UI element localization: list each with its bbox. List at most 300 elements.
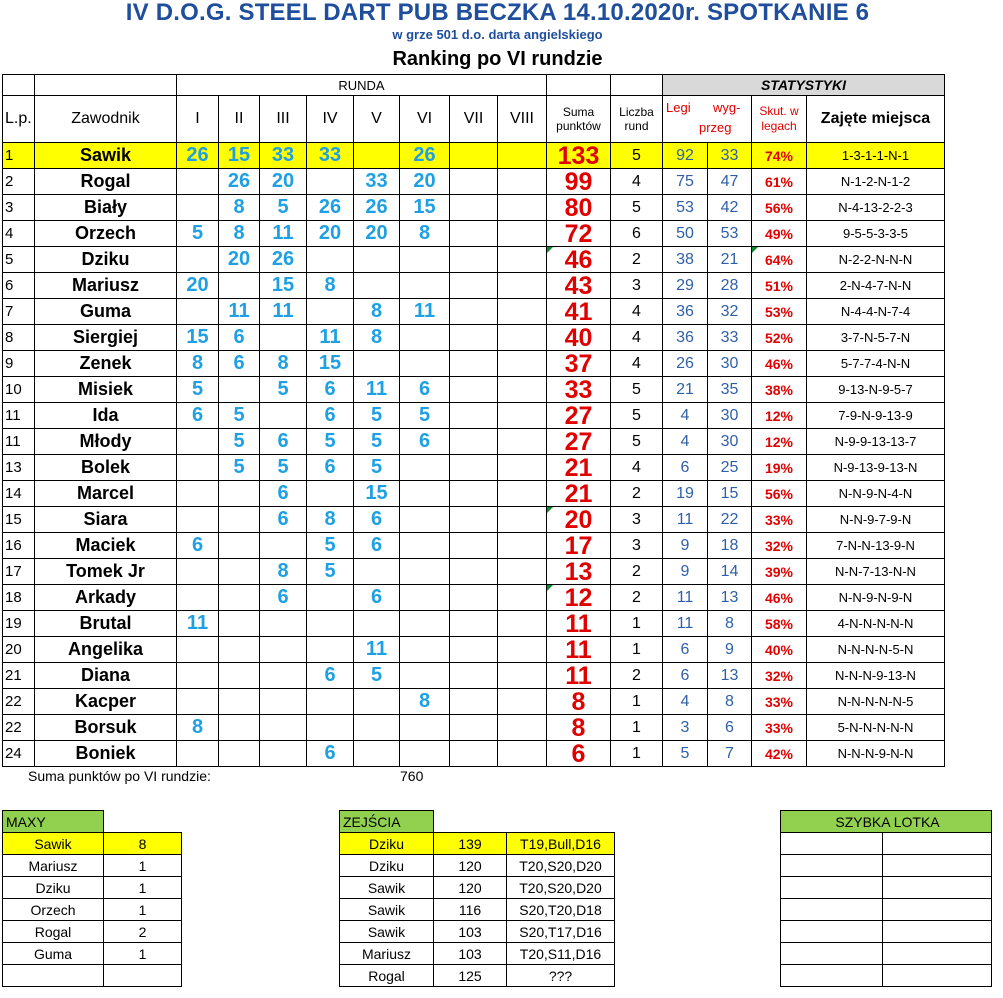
header-legi: [663, 96, 752, 143]
cell-places: N-2-2-N-N-N: [807, 247, 945, 273]
cell-places: 5-N-N-N-N-N: [807, 715, 945, 741]
szybka-lotka-row: [781, 855, 992, 877]
cell-round-count: 4: [611, 169, 663, 195]
cell-legs-lost: 25: [708, 455, 752, 481]
cell-round-8: [498, 325, 547, 351]
maxy-count: [104, 965, 182, 987]
cell-round-count: 4: [611, 325, 663, 351]
maxy-player: Rogal: [3, 921, 104, 943]
cell-player-name: Mariusz: [35, 273, 177, 299]
cell-round-1: [177, 585, 219, 611]
maxy-row: [3, 833, 182, 855]
cell-legs-won: 26: [663, 351, 708, 377]
cell-round-6: 5: [400, 403, 450, 429]
cell-round-3: 20: [260, 169, 307, 195]
cell-round-2: [219, 611, 260, 637]
cell-round-1: [177, 455, 219, 481]
cell-round-6: [400, 325, 450, 351]
cell-round-5: 5: [354, 663, 400, 689]
cell-player-name: Borsuk: [35, 715, 177, 741]
cell-sum: 12: [547, 585, 611, 611]
cell-sum: 11: [547, 663, 611, 689]
cell-round-3: [260, 715, 307, 741]
cell-lp: 16: [3, 533, 35, 559]
cell-round-4: 6: [307, 377, 354, 403]
cell-round-8: [498, 273, 547, 299]
cell-leg-efficiency: 33%: [752, 715, 807, 741]
cell-player-name: Angelika: [35, 637, 177, 663]
cell-round-1: 6: [177, 533, 219, 559]
cell-round-6: [400, 273, 450, 299]
header-skut-line2: legach: [761, 119, 797, 133]
cell-round-8: [498, 403, 547, 429]
cell-round-5: 8: [354, 299, 400, 325]
szybka-lotka-cell: [781, 921, 883, 943]
cell-leg-efficiency: 61%: [752, 169, 807, 195]
cell-round-7: [450, 351, 498, 377]
cell-round-4: [307, 611, 354, 637]
cell-places: 1-3-1-1-N-1: [807, 143, 945, 169]
cell-sum: 8: [547, 715, 611, 741]
header-suma-line1: Suma: [562, 105, 595, 119]
cell-round-2: [219, 689, 260, 715]
zejscia-player: Dziku: [340, 833, 434, 855]
cell-round-2: 6: [219, 325, 260, 351]
cell-round-count: 2: [611, 559, 663, 585]
cell-round-3: 5: [260, 377, 307, 403]
cell-legs-lost: 6: [708, 715, 752, 741]
maxy-count: 1: [104, 943, 182, 965]
cell-round-2: [219, 637, 260, 663]
cell-sum: 13: [547, 559, 611, 585]
cell-places: N-N-9-N-4-N: [807, 481, 945, 507]
cell-sum: 33: [547, 377, 611, 403]
header-round-3: III: [260, 96, 307, 143]
cell-round-1: 26: [177, 143, 219, 169]
maxy-header-row: [3, 811, 182, 833]
cell-player-name: Marcel: [35, 481, 177, 507]
header-lp: L.p.: [3, 96, 35, 143]
cell-leg-efficiency: 42%: [752, 741, 807, 767]
cell-player-name: Orzech: [35, 221, 177, 247]
cell-legs-won: 9: [663, 533, 708, 559]
cell-round-7: [450, 689, 498, 715]
cell-round-6: [400, 637, 450, 663]
cell-legs-won: 4: [663, 689, 708, 715]
cell-player-name: Boniek: [35, 741, 177, 767]
cell-round-4: 26: [307, 195, 354, 221]
cell-lp: 5: [3, 247, 35, 273]
header-round-2: II: [219, 96, 260, 143]
cell-round-1: 5: [177, 377, 219, 403]
zejscia-darts: ???: [507, 965, 615, 987]
cell-round-1: [177, 507, 219, 533]
zejscia-player: Rogal: [340, 965, 434, 987]
cell-legs-lost: 33: [708, 325, 752, 351]
cell-legs-won: 50: [663, 221, 708, 247]
cell-round-6: [400, 533, 450, 559]
cell-sum: 17: [547, 533, 611, 559]
cell-places: 4-N-N-N-N-N: [807, 611, 945, 637]
zejscia-row: [340, 943, 615, 965]
cell-sum: 46: [547, 247, 611, 273]
cell-round-6: 26: [400, 143, 450, 169]
cell-sum: 37: [547, 351, 611, 377]
maxy-header-empty: [104, 811, 182, 833]
cell-legs-lost: 47: [708, 169, 752, 195]
maxy-count: 1: [104, 877, 182, 899]
header-wyg-line2: przeg: [699, 120, 732, 135]
cell-sum: 11: [547, 637, 611, 663]
cell-round-1: 15: [177, 325, 219, 351]
cell-round-6: 20: [400, 169, 450, 195]
cell-legs-lost: 14: [708, 559, 752, 585]
szybka-lotka-row: [781, 899, 992, 921]
cell-round-7: [450, 533, 498, 559]
cell-round-4: 11: [307, 325, 354, 351]
table-row: [3, 351, 945, 377]
cell-leg-efficiency: 51%: [752, 273, 807, 299]
cell-round-1: [177, 559, 219, 585]
cell-leg-efficiency: 49%: [752, 221, 807, 247]
cell-round-6: [400, 663, 450, 689]
cell-round-1: [177, 741, 219, 767]
zejscia-score: 120: [434, 855, 507, 877]
table-row: [3, 273, 945, 299]
cell-legs-won: 9: [663, 559, 708, 585]
cell-round-8: [498, 429, 547, 455]
szybka-lotka-cell: [781, 833, 883, 855]
cell-legs-lost: 13: [708, 585, 752, 611]
cell-round-4: [307, 481, 354, 507]
cell-round-3: [260, 689, 307, 715]
cell-lp: 10: [3, 377, 35, 403]
header-round-7: VII: [450, 96, 498, 143]
zejscia-row: [340, 855, 615, 877]
cell-leg-efficiency: 74%: [752, 143, 807, 169]
cell-player-name: Guma: [35, 299, 177, 325]
cell-round-1: [177, 299, 219, 325]
cell-round-6: 6: [400, 377, 450, 403]
table-row: [3, 377, 945, 403]
cell-round-5: [354, 559, 400, 585]
cell-places: N-N-N-9-N-N: [807, 741, 945, 767]
cell-round-1: [177, 195, 219, 221]
cell-player-name: Biały: [35, 195, 177, 221]
cell-round-1: [177, 481, 219, 507]
szybka-lotka-row: [781, 833, 992, 855]
cell-player-name: Siara: [35, 507, 177, 533]
header-liczba-line1: Liczba: [619, 105, 654, 119]
cell-sum: 21: [547, 481, 611, 507]
cell-round-2: [219, 715, 260, 741]
cell-legs-lost: 15: [708, 481, 752, 507]
cell-legs-lost: 42: [708, 195, 752, 221]
zejscia-title: ZEJŚCIA: [340, 811, 434, 833]
table-row: [3, 637, 945, 663]
cell-legs-lost: 7: [708, 741, 752, 767]
cell-legs-won: 3: [663, 715, 708, 741]
header-round-4: IV: [307, 96, 354, 143]
total-value: 760: [400, 768, 424, 784]
cell-round-7: [450, 377, 498, 403]
maxy-player: Orzech: [3, 899, 104, 921]
table-row: [3, 221, 945, 247]
ranking-table: [2, 74, 945, 767]
zejscia-score: 116: [434, 899, 507, 921]
cell-round-4: [307, 585, 354, 611]
zejscia-darts: T20,S11,D16: [507, 943, 615, 965]
cell-round-6: 8: [400, 689, 450, 715]
cell-round-8: [498, 169, 547, 195]
cell-lp: 3: [3, 195, 35, 221]
cell-lp: 22: [3, 715, 35, 741]
cell-sum: 21: [547, 455, 611, 481]
cell-round-3: 5: [260, 195, 307, 221]
cell-lp: 15: [3, 507, 35, 533]
cell-places: 9-5-5-3-3-5: [807, 221, 945, 247]
cell-legs-lost: 32: [708, 299, 752, 325]
cell-round-1: [177, 637, 219, 663]
table-row: [3, 299, 945, 325]
cell-round-8: [498, 533, 547, 559]
cell-round-6: [400, 247, 450, 273]
cell-round-4: [307, 637, 354, 663]
cell-round-2: [219, 377, 260, 403]
table-row: [3, 689, 945, 715]
cell-round-count: 2: [611, 663, 663, 689]
szybka-lotka-row: [781, 943, 992, 965]
cell-player-name: Maciek: [35, 533, 177, 559]
cell-lp: 4: [3, 221, 35, 247]
cell-legs-lost: 33: [708, 143, 752, 169]
maxy-player: Dziku: [3, 877, 104, 899]
cell-round-1: 20: [177, 273, 219, 299]
cell-round-count: 2: [611, 247, 663, 273]
cell-round-7: [450, 585, 498, 611]
zejscia-score: 103: [434, 921, 507, 943]
cell-round-8: [498, 689, 547, 715]
cell-sum: 99: [547, 169, 611, 195]
cell-round-3: [260, 403, 307, 429]
cell-round-6: 11: [400, 299, 450, 325]
cell-round-2: 26: [219, 169, 260, 195]
cell-round-6: [400, 481, 450, 507]
cell-round-count: 3: [611, 533, 663, 559]
zejscia-row: [340, 921, 615, 943]
cell-player-name: Siergiej: [35, 325, 177, 351]
cell-round-5: 11: [354, 377, 400, 403]
cell-round-1: 8: [177, 351, 219, 377]
cell-round-4: 6: [307, 455, 354, 481]
cell-round-5: [354, 689, 400, 715]
table-row: [3, 715, 945, 741]
cell-legs-won: 6: [663, 637, 708, 663]
cell-round-4: 5: [307, 429, 354, 455]
cell-round-3: 33: [260, 143, 307, 169]
cell-round-7: [450, 455, 498, 481]
cell-round-5: 15: [354, 481, 400, 507]
table-row: [3, 507, 945, 533]
cell-round-4: 8: [307, 273, 354, 299]
zejscia-darts: S20,T20,D18: [507, 899, 615, 921]
cell-round-4: [307, 169, 354, 195]
cell-sum: 41: [547, 299, 611, 325]
cell-lp: 19: [3, 611, 35, 637]
header-row-columns: [3, 96, 945, 143]
cell-round-5: [354, 611, 400, 637]
cell-round-8: [498, 637, 547, 663]
cell-round-8: [498, 611, 547, 637]
cell-round-2: 8: [219, 195, 260, 221]
cell-leg-efficiency: 12%: [752, 403, 807, 429]
cell-player-name: Sawik: [35, 143, 177, 169]
zejscia-player: Mariusz: [340, 943, 434, 965]
cell-player-name: Kacper: [35, 689, 177, 715]
cell-places: N-N-9-N-9-N: [807, 585, 945, 611]
cell-round-1: [177, 169, 219, 195]
cell-round-5: 8: [354, 325, 400, 351]
cell-legs-won: 36: [663, 299, 708, 325]
maxy-row: [3, 877, 182, 899]
table-row: [3, 403, 945, 429]
page-title: IV D.O.G. STEEL DART PUB BECZKA 14.10.2020r. SPOTKANIE 6: [125, 0, 870, 26]
cell-round-4: [307, 299, 354, 325]
cell-legs-lost: 18: [708, 533, 752, 559]
cell-round-count: 5: [611, 377, 663, 403]
cell-round-1: [177, 429, 219, 455]
maxy-count: 1: [104, 899, 182, 921]
cell-places: N-9-9-13-13-7: [807, 429, 945, 455]
cell-round-7: [450, 169, 498, 195]
cell-round-3: [260, 611, 307, 637]
cell-round-5: 26: [354, 195, 400, 221]
table-row: [3, 481, 945, 507]
cell-round-count: 1: [611, 637, 663, 663]
cell-places: N-9-13-9-13-N: [807, 455, 945, 481]
cell-player-name: Diana: [35, 663, 177, 689]
maxy-count: 1: [104, 855, 182, 877]
cell-legs-lost: 30: [708, 351, 752, 377]
cell-round-count: 1: [611, 611, 663, 637]
header-miejsca: Zajęte miejsca: [807, 96, 945, 143]
header-empty-liczba: [611, 75, 663, 96]
header-round-5: V: [354, 96, 400, 143]
szybka-lotka-cell: [883, 943, 992, 965]
szybka-lotka-cell: [781, 877, 883, 899]
cell-player-name: Młody: [35, 429, 177, 455]
cell-round-count: 4: [611, 351, 663, 377]
cell-places: N-N-9-7-9-N: [807, 507, 945, 533]
cell-round-7: [450, 741, 498, 767]
cell-round-5: 6: [354, 585, 400, 611]
cell-legs-lost: 9: [708, 637, 752, 663]
cell-round-4: 5: [307, 533, 354, 559]
cell-places: 3-7-N-5-7-N: [807, 325, 945, 351]
cell-leg-efficiency: 40%: [752, 637, 807, 663]
cell-places: N-N-N-N-5-N: [807, 637, 945, 663]
cell-lp: 17: [3, 559, 35, 585]
cell-round-5: 5: [354, 403, 400, 429]
cell-round-3: 6: [260, 481, 307, 507]
cell-round-2: [219, 533, 260, 559]
table-row: [3, 429, 945, 455]
cell-lp: 11: [3, 429, 35, 455]
cell-round-count: 5: [611, 429, 663, 455]
cell-round-4: [307, 715, 354, 741]
cell-round-5: [354, 351, 400, 377]
zejscia-row: [340, 965, 615, 987]
table-row: [3, 195, 945, 221]
cell-lp: 1: [3, 143, 35, 169]
header-empty-name: [35, 75, 177, 96]
header-skut: [752, 96, 807, 143]
zejscia-player: Sawik: [340, 899, 434, 921]
cell-round-2: [219, 559, 260, 585]
cell-places: N-N-N-N-N-5: [807, 689, 945, 715]
szybka-lotka-cell: [883, 877, 992, 899]
cell-round-6: [400, 611, 450, 637]
cell-round-7: [450, 715, 498, 741]
cell-round-3: 5: [260, 455, 307, 481]
maxy-row: [3, 965, 182, 987]
cell-round-6: [400, 507, 450, 533]
cell-legs-won: 53: [663, 195, 708, 221]
cell-player-name: Rogal: [35, 169, 177, 195]
cell-legs-lost: 28: [708, 273, 752, 299]
szybka-lotka-cell: [883, 965, 992, 987]
cell-lp: 22: [3, 689, 35, 715]
cell-round-7: [450, 247, 498, 273]
cell-places: N-1-2-N-1-2: [807, 169, 945, 195]
cell-lp: 2: [3, 169, 35, 195]
szybka-lotka-cell: [781, 943, 883, 965]
cell-round-7: [450, 403, 498, 429]
cell-round-3: 6: [260, 507, 307, 533]
szybka-lotka-table: [780, 810, 992, 987]
cell-round-3: [260, 533, 307, 559]
table-row: [3, 663, 945, 689]
szybka-lotka-row: [781, 921, 992, 943]
header-row-top: [3, 75, 945, 96]
zejscia-header-empty-2: [507, 811, 615, 833]
header-statystyki: STATYSTYKI: [663, 75, 945, 96]
cell-round-2: 5: [219, 403, 260, 429]
header-legi-label: Legi: [666, 100, 691, 115]
cell-round-2: [219, 273, 260, 299]
maxy-row: [3, 921, 182, 943]
header-suma-line2: punktów: [556, 119, 601, 133]
cell-round-7: [450, 273, 498, 299]
cell-round-6: [400, 559, 450, 585]
header-zawodnik: Zawodnik: [35, 96, 177, 143]
cell-round-8: [498, 221, 547, 247]
cell-leg-efficiency: 52%: [752, 325, 807, 351]
cell-sum: 72: [547, 221, 611, 247]
cell-round-3: 6: [260, 585, 307, 611]
header-round-6: VI: [400, 96, 450, 143]
cell-player-name: Zenek: [35, 351, 177, 377]
cell-legs-lost: 35: [708, 377, 752, 403]
table-row: [3, 533, 945, 559]
total-label: Suma punktów po VI rundzie:: [28, 768, 211, 784]
szybka-lotka-cell: [883, 855, 992, 877]
cell-round-1: 11: [177, 611, 219, 637]
cell-leg-efficiency: 56%: [752, 195, 807, 221]
header-runda: RUNDA: [177, 75, 547, 96]
cell-round-count: 5: [611, 403, 663, 429]
cell-legs-won: 4: [663, 403, 708, 429]
